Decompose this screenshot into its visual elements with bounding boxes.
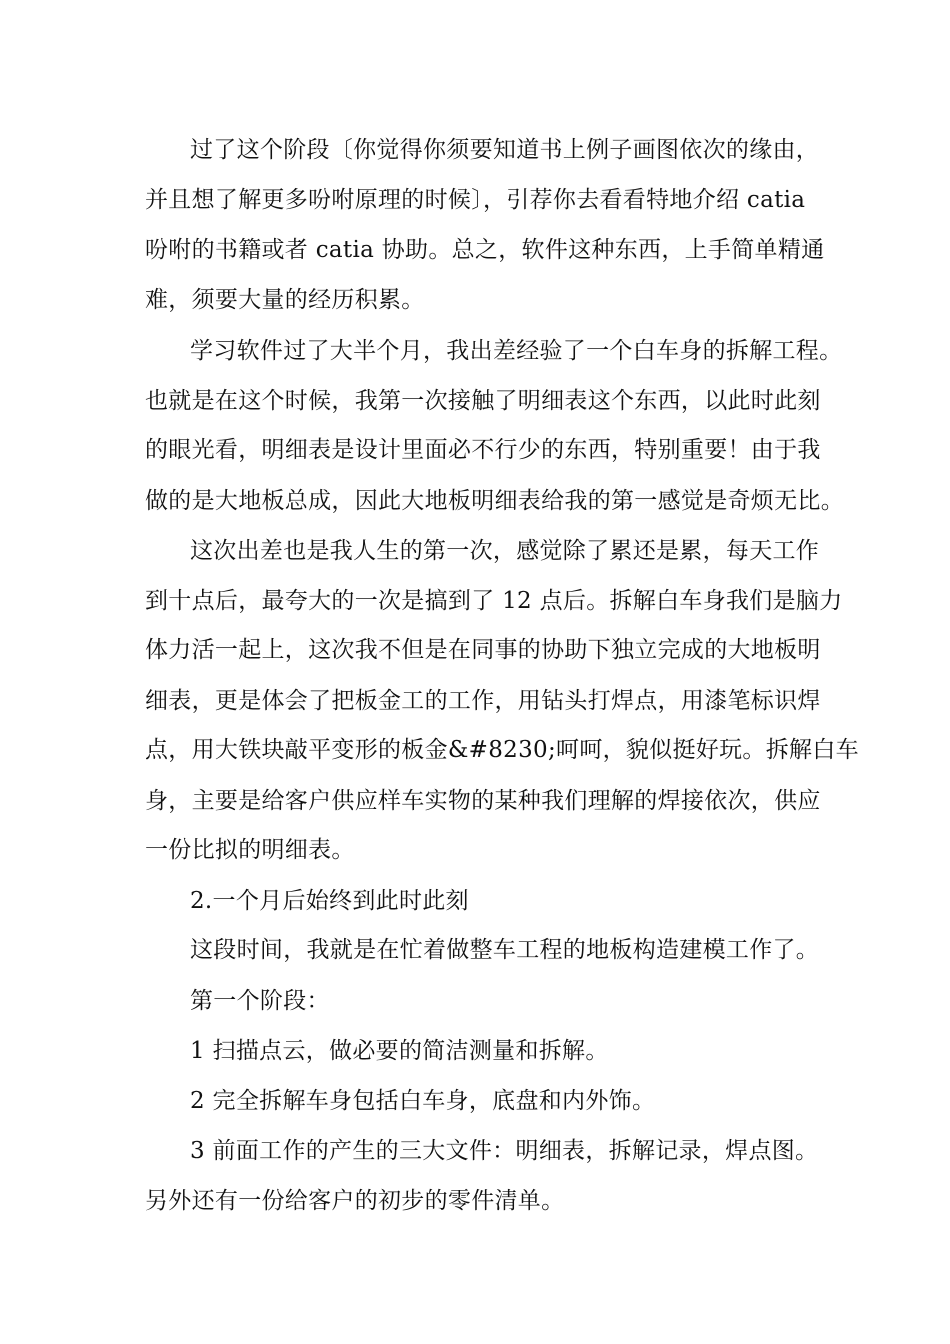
section-heading: 2.一个月后始终到此时此刻	[190, 888, 469, 914]
text-line: 这段时间，我就是在忙着做整车工程的地板构造建模工作了。	[190, 937, 820, 963]
text-line: 过了这个阶段〔你觉得你须要知道书上例子画图依次的缘由，	[190, 137, 820, 163]
text-line: 做的是大地板总成，因此大地板明细表给我的第一感觉是奇烦无比。	[145, 488, 844, 514]
text-line: 另外还有一份给客户的初步的零件清单。	[145, 1188, 565, 1214]
text-line: 细表，更是体会了把板金工的工作，用钻头打焊点，用漆笔标识焊	[145, 688, 821, 714]
text-line: 体力活一起上，这次我不但是在同事的协助下独立完成的大地板明	[145, 637, 821, 663]
list-item: 2 完全拆解车身包括白车身，底盘和内外饰。	[190, 1088, 656, 1114]
text-line: 第一个阶段：	[190, 988, 330, 1014]
text-line: 点，用大铁块敲平变形的板金&#8230;呵呵，貌似挺好玩。拆解白车	[145, 737, 859, 763]
text-line: 也就是在这个时候，我第一次接触了明细表这个东西，以此时此刻	[145, 388, 821, 414]
text-line: 难，须要大量的经历积累。	[145, 287, 425, 313]
text-line: 到十点后，最夸大的一次是搞到了 12 点后。拆解白车身我们是脑力	[145, 588, 843, 614]
text-line: 一份比拟的明细表。	[145, 837, 355, 863]
text-line: 学习软件过了大半个月，我出差经验了一个白车身的拆解工程。	[190, 338, 843, 364]
text-line: 身，主要是给客户供应样车实物的某种我们理解的焊接依次，供应	[145, 788, 821, 814]
text-line: 并且想了解更多吩咐原理的时候〕，引荐你去看看特地介绍 catia	[145, 187, 806, 213]
text-line: 这次出差也是我人生的第一次，感觉除了累还是累，每天工作	[190, 538, 820, 564]
text-line: 的眼光看，明细表是设计里面必不行少的东西，特别重要！由于我	[145, 437, 821, 463]
list-item: 3 前面工作的产生的三大文件：明细表，拆解记录，焊点图。	[190, 1138, 819, 1164]
text-line: 吩咐的书籍或者 catia 协助。总之，软件这种东西，上手简单精通	[145, 237, 825, 263]
list-item: 1 扫描点云，做必要的简洁测量和拆解。	[190, 1038, 609, 1064]
